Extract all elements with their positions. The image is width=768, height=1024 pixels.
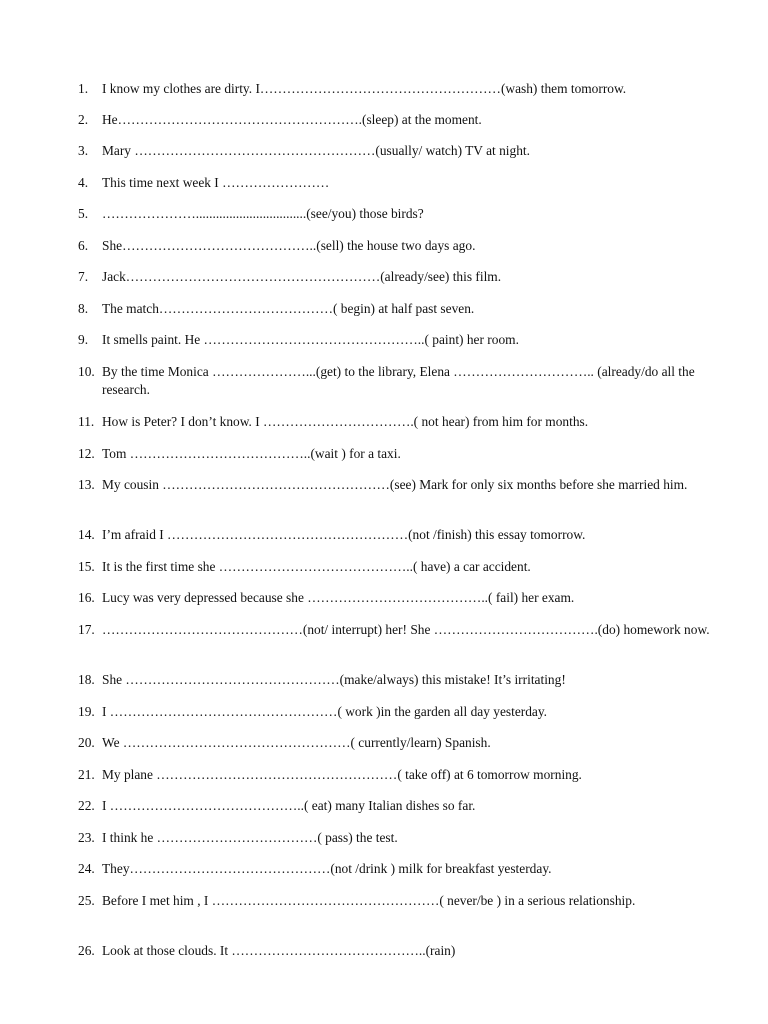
exercise-text: How is Peter? I don’t know. I …………………………….( not hear) from him for months.	[102, 414, 589, 429]
exercise-number: 17.	[78, 622, 95, 637]
exercise-text: My plane ………………………………………………( take off) at 6 tomorrow morning.	[102, 767, 582, 782]
exercise-item	[0, 558, 768, 576]
exercise-text: She …………………………………………(make/always) this mistake! It’s irritating!	[102, 672, 566, 687]
exercise-text: I ……………………………………………( work )in the garden all day yesterday.	[102, 704, 548, 719]
exercise-item	[0, 331, 768, 349]
exercise-text: It smells paint. He …………………………………………..( paint) her room.	[102, 332, 519, 347]
exercise-item	[0, 445, 768, 463]
exercise-text: He……………………………………………….(sleep) at the moment.	[102, 112, 482, 127]
exercise-text: We ……………………………………………( currently/learn) Spanish.	[102, 735, 491, 750]
exercise-text: She……………………………………..(sell) the house two days ago.	[102, 238, 476, 253]
exercise-text: Tom …………………………………..(wait ) for a taxi.	[102, 446, 401, 461]
exercise-text: My cousin ……………………………………………(see) Mark for only six months before she married him.	[102, 477, 688, 492]
exercise-text: It is the first time she ……………………………………..( have) a car accident.	[102, 559, 531, 574]
exercise-text: The match…………………………………( begin) at half past seven.	[102, 301, 475, 316]
exercise-text: This time next week I ……………………	[102, 175, 330, 190]
exercise-number: 15.	[78, 559, 95, 574]
exercise-text: I know my clothes are dirty. I………………………………………………(wash) them tomorrow.	[102, 81, 627, 96]
exercise-text: Before I met him , I ……………………………………………( never/be ) in a serious relationship.	[102, 893, 636, 908]
exercise-number: 13.	[78, 477, 95, 492]
exercise-number: 25.	[78, 893, 95, 908]
exercise-text: Mary ………………………………………………(usually/ watch) TV at night.	[102, 143, 530, 158]
exercise-item	[0, 174, 768, 192]
exercise-item	[0, 300, 768, 318]
exercise-text: By the time Monica …………………...(get) to the library, Elena ………………………….. (already/do all the research.	[102, 364, 695, 397]
exercise-number: 2.	[78, 112, 89, 127]
exercise-item	[0, 80, 768, 98]
exercise-number: 9.	[78, 332, 89, 347]
exercise-number: 22.	[78, 798, 95, 813]
exercise-item	[0, 476, 768, 494]
exercise-text: I’m afraid I ………………………………………………(not /finish) this essay tomorrow.	[102, 527, 586, 542]
exercise-number: 4.	[78, 175, 89, 190]
exercise-item	[0, 703, 768, 721]
exercise-item	[0, 237, 768, 255]
exercise-number: 8.	[78, 301, 89, 316]
exercise-number: 1.	[78, 81, 89, 96]
exercise-number: 11.	[78, 414, 95, 429]
exercise-number: 24.	[78, 861, 95, 876]
exercise-item	[0, 734, 768, 752]
exercise-item	[0, 589, 768, 607]
exercise-item	[0, 413, 768, 431]
exercise-text: ………………………………………(not/ interrupt) her! She ……………………………….(do) homework now.	[102, 622, 710, 637]
exercise-number: 19.	[78, 704, 95, 719]
exercise-text: Look at those clouds. It ……………………………………..(rain)	[102, 943, 456, 958]
exercise-item	[0, 363, 768, 399]
exercise-item	[0, 829, 768, 847]
exercise-number: 26.	[78, 943, 95, 958]
exercise-item	[0, 526, 768, 544]
exercise-text: I ……………………………………..( eat) many Italian dishes so far.	[102, 798, 476, 813]
exercise-item	[0, 860, 768, 878]
exercise-item	[0, 111, 768, 129]
exercise-number: 6.	[78, 238, 89, 253]
exercise-number: 21.	[78, 767, 95, 782]
exercise-text: ………………….................................(see/you) those birds?	[102, 206, 424, 221]
exercise-number: 3.	[78, 143, 89, 158]
exercise-item	[0, 766, 768, 784]
exercise-number: 18.	[78, 672, 95, 687]
exercise-item	[0, 621, 768, 639]
exercise-text: Lucy was very depressed because she …………………………………..( fail) her exam.	[102, 590, 575, 605]
exercise-number: 16.	[78, 590, 95, 605]
exercise-number: 5.	[78, 206, 89, 221]
exercise-text: Jack…………………………………………………(already/see) this film.	[102, 269, 502, 284]
exercise-item	[0, 142, 768, 160]
exercise-number: 7.	[78, 269, 89, 284]
exercise-item	[0, 205, 768, 223]
exercise-item	[0, 671, 768, 689]
exercise-text: They………………………………………(not /drink ) milk for breakfast yesterday.	[102, 861, 552, 876]
exercise-number: 12.	[78, 446, 95, 461]
exercise-text: I think he ………………………………( pass) the test.	[102, 830, 398, 845]
exercise-item	[0, 892, 768, 910]
exercise-number: 20.	[78, 735, 95, 750]
exercise-item	[0, 942, 768, 960]
exercise-number: 10.	[78, 364, 95, 379]
exercise-number: 23.	[78, 830, 95, 845]
exercise-number: 14.	[78, 527, 95, 542]
exercise-item	[0, 268, 768, 286]
exercise-item	[0, 797, 768, 815]
